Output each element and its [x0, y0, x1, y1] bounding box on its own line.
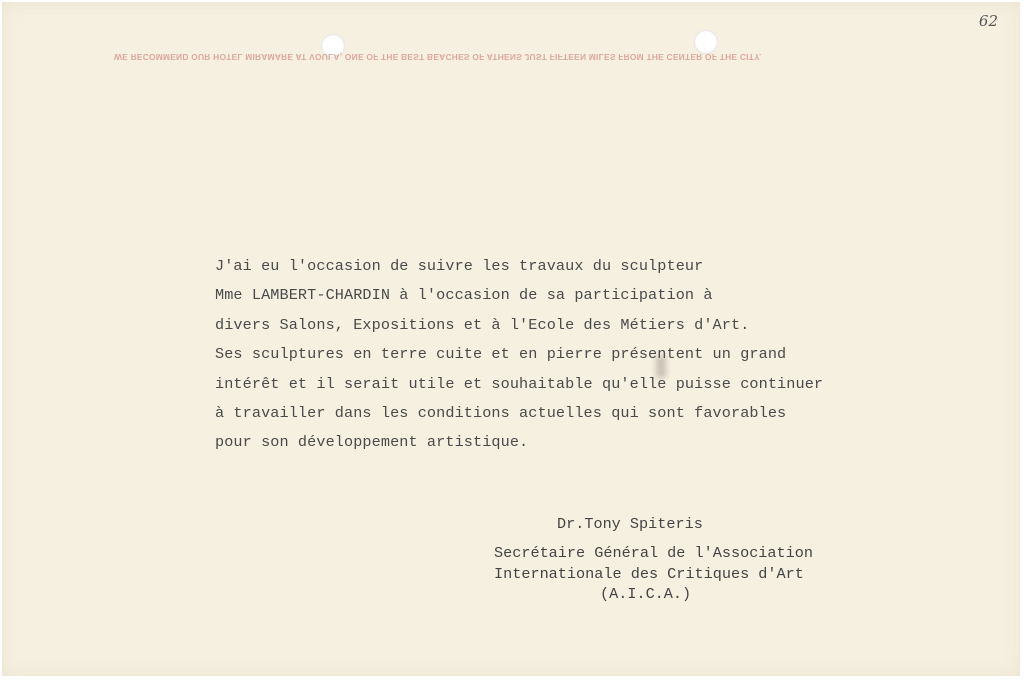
letter-body	[215, 252, 823, 458]
letter-sheet	[2, 2, 1020, 676]
signatory-organization: Internationale des Critiques d'Art	[494, 565, 804, 583]
body-line: divers Salons, Expositions et à l'Ecole des Métiers d'Art.	[215, 315, 750, 334]
body-line: pour son développement artistique.	[215, 433, 529, 452]
punch-hole-right	[694, 30, 718, 54]
body-line: Ses sculptures en terre cuite et en pierre présentent un grand	[215, 345, 787, 364]
ink-smudge	[656, 356, 666, 378]
body-line: à travailler dans les conditions actuelles qui sont favorables	[215, 404, 787, 423]
signatory-title: Secrétaire Général de l'Association	[494, 544, 813, 562]
signatory-name: Dr.Tony Spiteris	[557, 515, 703, 533]
page-number: 62	[978, 12, 998, 30]
body-line: J'ai eu l'occasion de suivre les travaux du sculpteur	[215, 257, 704, 275]
body-line: intérêt et il serait utile et souhaitable qu'elle puisse continuer	[215, 374, 824, 393]
organization-abbreviation: (A.I.C.A.)	[600, 585, 692, 603]
letterhead-bleed-through: WE RECOMMEND OUR HOTEL MIRAMARE AT VOULA, ONE OF THE BEST BEACHES OF ATHENS JUST FIFTEEN MILES FROM THE CENTER OF THE CITY.	[114, 52, 762, 62]
body-line: Mme LAMBERT-CHARDIN à l'occasion de sa participation à	[215, 286, 713, 305]
